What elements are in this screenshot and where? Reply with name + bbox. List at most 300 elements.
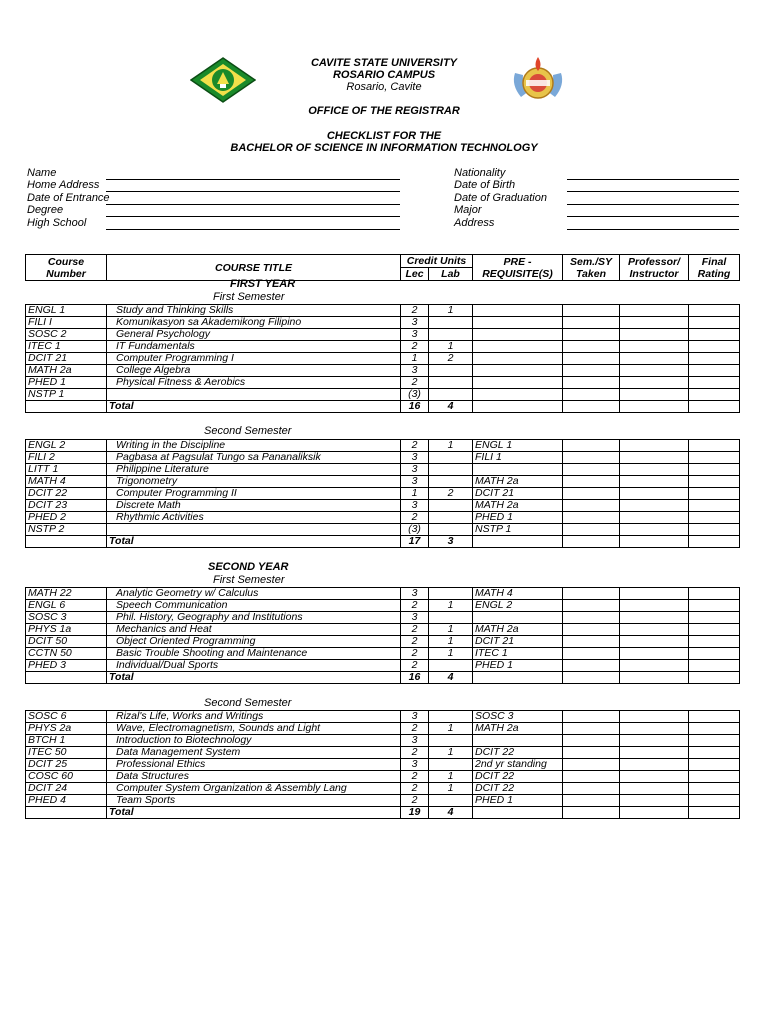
instructor-cell[interactable] <box>620 624 689 636</box>
degree-field[interactable] <box>106 216 400 217</box>
course-code-cell: PHYS 2a <box>26 723 107 735</box>
course-title-cell: Computer Programming II <box>107 488 401 500</box>
sem-taken-cell[interactable] <box>563 464 620 476</box>
instructor-cell[interactable] <box>620 771 689 783</box>
sem-taken-cell[interactable] <box>563 512 620 524</box>
prerequisite-cell: MATH 2a <box>473 500 563 512</box>
prerequisite-cell: FILI 1 <box>473 452 563 464</box>
final-rating-cell[interactable] <box>689 488 740 500</box>
date-of-graduation-field[interactable] <box>567 204 739 205</box>
table-row <box>26 636 740 648</box>
lec-units-cell: 2 <box>401 723 429 735</box>
final-rating-cell[interactable] <box>689 353 740 365</box>
table-row <box>26 440 740 452</box>
prerequisite-cell <box>473 329 563 341</box>
total-label-cell: Total <box>107 807 401 819</box>
sem-taken-cell[interactable] <box>563 612 620 624</box>
lec-units-cell: 3 <box>401 464 429 476</box>
course-code-cell: PHED 4 <box>26 795 107 807</box>
campus-name: ROSARIO CAMPUS <box>332 69 436 81</box>
final-rating-cell[interactable] <box>689 389 740 401</box>
final-rating-cell[interactable] <box>689 500 740 512</box>
first-year-title: FIRST YEAR <box>230 278 296 290</box>
prerequisite-header: PRE - REQUISITE(S) <box>473 255 563 281</box>
lab-units-cell: 1 <box>429 723 473 735</box>
lec-units-cell: 2 <box>401 771 429 783</box>
table-row <box>26 588 740 600</box>
course-code-cell: NSTP 1 <box>26 389 107 401</box>
final-rating-cell[interactable] <box>689 711 740 723</box>
table-row <box>26 512 740 524</box>
sem-taken-cell[interactable] <box>563 747 620 759</box>
semester-table <box>25 587 740 684</box>
sem-taken-cell[interactable] <box>563 317 620 329</box>
total-empty-cell <box>473 401 563 413</box>
final-rating-cell[interactable] <box>689 759 740 771</box>
sem-taken-cell[interactable] <box>563 636 620 648</box>
total-empty-cell <box>563 536 620 548</box>
course-title-header: COURSE TITLE <box>107 255 401 281</box>
sem-taken-cell[interactable] <box>563 329 620 341</box>
lab-units-cell: 1 <box>429 341 473 353</box>
table-row <box>26 624 740 636</box>
lab-units-cell <box>429 452 473 464</box>
lec-units-cell: 1 <box>401 353 429 365</box>
total-empty-cell <box>689 536 740 548</box>
table-row <box>26 500 740 512</box>
total-empty-cell <box>689 807 740 819</box>
total-empty-cell <box>689 672 740 684</box>
lab-units-cell: 2 <box>429 488 473 500</box>
lab-units-cell <box>429 588 473 600</box>
lab-units-cell: 2 <box>429 353 473 365</box>
table-row <box>26 341 740 353</box>
table-row <box>26 524 740 536</box>
total-empty-cell <box>689 401 740 413</box>
course-title-cell: Discrete Math <box>107 500 401 512</box>
instructor-cell[interactable] <box>620 512 689 524</box>
final-rating-cell[interactable] <box>689 636 740 648</box>
final-rating-cell[interactable] <box>689 341 740 353</box>
prerequisite-cell: ENGL 2 <box>473 600 563 612</box>
course-title-cell: Professional Ethics <box>107 759 401 771</box>
final-rating-cell[interactable] <box>689 588 740 600</box>
sem-taken-cell[interactable] <box>563 648 620 660</box>
lab-units-cell <box>429 329 473 341</box>
lab-units-cell <box>429 317 473 329</box>
table-row <box>26 660 740 672</box>
instructor-cell[interactable] <box>620 735 689 747</box>
instructor-cell[interactable] <box>620 660 689 672</box>
course-title-cell: Study and Thinking Skills <box>107 305 401 317</box>
lec-units-cell: 2 <box>401 377 429 389</box>
sem-taken-cell[interactable] <box>563 524 620 536</box>
instructor-cell[interactable] <box>620 305 689 317</box>
instructor-cell[interactable] <box>620 723 689 735</box>
sem-taken-cell[interactable] <box>563 771 620 783</box>
lab-units-cell <box>429 365 473 377</box>
course-title-cell: Data Structures <box>107 771 401 783</box>
name-field[interactable] <box>106 179 400 180</box>
lab-units-cell <box>429 464 473 476</box>
course-title-cell: Individual/Dual Sports <box>107 660 401 672</box>
total-spacer-cell <box>26 672 107 684</box>
prerequisite-cell: PHED 1 <box>473 660 563 672</box>
lec-units-cell: 3 <box>401 317 429 329</box>
table-row <box>26 464 740 476</box>
instructor-cell[interactable] <box>620 452 689 464</box>
instructor-cell[interactable] <box>620 341 689 353</box>
final-rating-cell[interactable] <box>689 723 740 735</box>
course-code-cell: ENGL 1 <box>26 305 107 317</box>
course-code-cell: NSTP 2 <box>26 524 107 536</box>
table-row <box>26 747 740 759</box>
lab-units-cell <box>429 500 473 512</box>
total-empty-cell <box>620 672 689 684</box>
instructor-cell[interactable] <box>620 759 689 771</box>
total-lec-cell: 16 <box>401 401 429 413</box>
address-field[interactable] <box>567 229 739 230</box>
course-code-cell: MATH 22 <box>26 588 107 600</box>
total-empty-cell <box>473 672 563 684</box>
prerequisite-cell: SOSC 3 <box>473 711 563 723</box>
course-code-cell: DCIT 23 <box>26 500 107 512</box>
final-rating-cell[interactable] <box>689 464 740 476</box>
lab-units-cell <box>429 660 473 672</box>
lec-units-cell: 3 <box>401 759 429 771</box>
table-row <box>26 783 740 795</box>
course-title-cell: Komunikasyon sa Akademikong Filipino <box>107 317 401 329</box>
course-code-cell: SOSC 3 <box>26 612 107 624</box>
semester-table <box>25 439 740 548</box>
course-code-cell: ITEC 50 <box>26 747 107 759</box>
total-empty-cell <box>620 807 689 819</box>
course-code-cell: DCIT 22 <box>26 488 107 500</box>
course-code-cell: FILI I <box>26 317 107 329</box>
lec-units-cell: 2 <box>401 305 429 317</box>
lab-units-cell <box>429 759 473 771</box>
course-code-cell: PHED 3 <box>26 660 107 672</box>
course-title-cell: Speech Communication <box>107 600 401 612</box>
instructor-cell[interactable] <box>620 329 689 341</box>
lab-units-cell <box>429 377 473 389</box>
total-spacer-cell <box>26 401 107 413</box>
sem-taken-cell[interactable] <box>563 735 620 747</box>
table-row <box>26 365 740 377</box>
prerequisite-cell <box>473 365 563 377</box>
course-title-cell: Data Management System <box>107 747 401 759</box>
lec-units-cell: 2 <box>401 660 429 672</box>
lec-units-cell: 2 <box>401 341 429 353</box>
lab-units-cell <box>429 711 473 723</box>
total-row <box>26 401 740 413</box>
total-empty-cell <box>620 536 689 548</box>
course-title-cell: Mechanics and Heat <box>107 624 401 636</box>
second-year-sem1-label: First Semester <box>213 574 285 586</box>
course-title-cell: Basic Trouble Shooting and Maintenance <box>107 648 401 660</box>
final-rating-header: Final Rating <box>689 255 740 281</box>
home-address-field[interactable] <box>106 191 400 192</box>
instructor-cell[interactable] <box>620 636 689 648</box>
instructor-cell[interactable] <box>620 389 689 401</box>
lec-units-cell: 3 <box>401 476 429 488</box>
instructor-cell[interactable] <box>620 440 689 452</box>
course-title-cell: Trigonometry <box>107 476 401 488</box>
instructor-cell[interactable] <box>620 747 689 759</box>
total-label-cell: Total <box>107 401 401 413</box>
total-lec-cell: 17 <box>401 536 429 548</box>
final-rating-cell[interactable] <box>689 305 740 317</box>
prerequisite-cell <box>473 735 563 747</box>
final-rating-cell[interactable] <box>689 512 740 524</box>
final-rating-cell[interactable] <box>689 377 740 389</box>
final-rating-cell[interactable] <box>689 660 740 672</box>
table-row <box>26 476 740 488</box>
final-rating-cell[interactable] <box>689 612 740 624</box>
table-row <box>26 329 740 341</box>
final-rating-cell[interactable] <box>689 600 740 612</box>
sem-taken-cell[interactable] <box>563 377 620 389</box>
prerequisite-cell <box>473 612 563 624</box>
sem-taken-cell[interactable] <box>563 365 620 377</box>
course-title-cell: Object Oriented Programming <box>107 636 401 648</box>
second-year-title: SECOND YEAR <box>208 561 289 573</box>
table-row <box>26 612 740 624</box>
prerequisite-cell <box>473 389 563 401</box>
course-code-cell: COSC 60 <box>26 771 107 783</box>
course-title-cell: Introduction to Biotechnology <box>107 735 401 747</box>
total-lab-cell: 4 <box>429 401 473 413</box>
sem-taken-cell[interactable] <box>563 353 620 365</box>
checklist-title: CHECKLIST FOR THE <box>326 130 442 142</box>
lab-units-cell: 1 <box>429 636 473 648</box>
prerequisite-cell <box>473 353 563 365</box>
course-title-cell: Analytic Geometry w/ Calculus <box>107 588 401 600</box>
major-label: Major <box>454 204 482 216</box>
sem-taken-cell[interactable] <box>563 759 620 771</box>
lab-units-cell: 1 <box>429 305 473 317</box>
program-title: BACHELOR OF SCIENCE IN INFORMATION TECHNOLOGY <box>230 142 538 154</box>
prerequisite-cell <box>473 377 563 389</box>
final-rating-cell[interactable] <box>689 365 740 377</box>
lab-header: Lab <box>429 268 473 281</box>
nationality-field[interactable] <box>567 179 739 180</box>
sem-taken-cell[interactable] <box>563 711 620 723</box>
total-row <box>26 807 740 819</box>
instructor-cell[interactable] <box>620 600 689 612</box>
sem-taken-cell[interactable] <box>563 389 620 401</box>
sem-taken-cell[interactable] <box>563 500 620 512</box>
course-title-cell: General Psychology <box>107 329 401 341</box>
final-rating-cell[interactable] <box>689 735 740 747</box>
course-code-cell: PHYS 1a <box>26 624 107 636</box>
lec-units-cell: 2 <box>401 512 429 524</box>
table-row <box>26 305 740 317</box>
lec-units-cell: 2 <box>401 747 429 759</box>
sem-taken-cell[interactable] <box>563 795 620 807</box>
sem-taken-header: Sem./SY Taken <box>563 255 620 281</box>
final-rating-cell[interactable] <box>689 329 740 341</box>
instructor-cell[interactable] <box>620 500 689 512</box>
degree-label: Degree <box>27 204 64 216</box>
total-empty-cell <box>563 401 620 413</box>
prerequisite-cell <box>473 464 563 476</box>
first-year-sem2-label: Second Semester <box>204 425 292 437</box>
instructor-cell[interactable] <box>620 476 689 488</box>
lec-units-cell: 3 <box>401 452 429 464</box>
final-rating-cell[interactable] <box>689 795 740 807</box>
table-row <box>26 648 740 660</box>
instructor-cell[interactable] <box>620 648 689 660</box>
high-school-field[interactable] <box>106 229 400 230</box>
course-code-cell: SOSC 6 <box>26 711 107 723</box>
lec-units-cell: 2 <box>401 648 429 660</box>
course-title-cell: Writing in the Discipline <box>107 440 401 452</box>
instructor-cell[interactable] <box>620 783 689 795</box>
lec-units-cell: 2 <box>401 624 429 636</box>
sem-taken-cell[interactable] <box>563 588 620 600</box>
total-spacer-cell <box>26 536 107 548</box>
total-lab-cell: 3 <box>429 536 473 548</box>
table-row <box>26 452 740 464</box>
course-code-cell: DCIT 25 <box>26 759 107 771</box>
total-spacer-cell <box>26 807 107 819</box>
prerequisite-cell: 2nd yr standing <box>473 759 563 771</box>
lec-units-cell: 2 <box>401 783 429 795</box>
instructor-cell[interactable] <box>620 317 689 329</box>
final-rating-cell[interactable] <box>689 440 740 452</box>
table-row <box>26 353 740 365</box>
course-title-cell: IT Fundamentals <box>107 341 401 353</box>
credit-units-header: Credit Units <box>401 255 473 268</box>
instructor-cell[interactable] <box>620 588 689 600</box>
total-empty-cell <box>473 807 563 819</box>
date-of-birth-field[interactable] <box>567 191 739 192</box>
major-field[interactable] <box>567 216 739 217</box>
total-lab-cell: 4 <box>429 672 473 684</box>
total-lab-cell: 4 <box>429 807 473 819</box>
lab-units-cell: 1 <box>429 440 473 452</box>
instructor-cell[interactable] <box>620 795 689 807</box>
sem-taken-cell[interactable] <box>563 660 620 672</box>
total-lec-cell: 16 <box>401 672 429 684</box>
instructor-cell[interactable] <box>620 711 689 723</box>
instructor-cell[interactable] <box>620 377 689 389</box>
lec-units-cell: 3 <box>401 612 429 624</box>
lec-units-cell: 3 <box>401 711 429 723</box>
campus-location: Rosario, Cavite <box>346 81 422 93</box>
home-address-label: Home Address <box>27 179 100 191</box>
lec-units-cell: 2 <box>401 636 429 648</box>
total-empty-cell <box>473 536 563 548</box>
sem-taken-cell[interactable] <box>563 488 620 500</box>
total-label-cell: Total <box>107 672 401 684</box>
course-title-cell: Rhythmic Activities <box>107 512 401 524</box>
lec-units-cell: 3 <box>401 500 429 512</box>
total-empty-cell <box>563 672 620 684</box>
lab-units-cell: 1 <box>429 747 473 759</box>
instructor-cell[interactable] <box>620 365 689 377</box>
course-code-cell: DCIT 21 <box>26 353 107 365</box>
prerequisite-cell: DCIT 22 <box>473 783 563 795</box>
first-year-sem1-label: First Semester <box>213 291 285 303</box>
course-code-cell: FILI 2 <box>26 452 107 464</box>
course-code-cell: SOSC 2 <box>26 329 107 341</box>
sem-taken-cell[interactable] <box>563 305 620 317</box>
course-title-cell: Rizal's Life, Works and Writings <box>107 711 401 723</box>
prerequisite-cell: DCIT 22 <box>473 771 563 783</box>
date-of-graduation-label: Date of Graduation <box>454 192 547 204</box>
lab-units-cell: 1 <box>429 648 473 660</box>
instructor-cell[interactable] <box>620 524 689 536</box>
final-rating-cell[interactable] <box>689 317 740 329</box>
table-row <box>26 488 740 500</box>
final-rating-cell[interactable] <box>689 648 740 660</box>
sem-taken-cell[interactable] <box>563 783 620 795</box>
professor-header: Professor/ Instructor <box>620 255 689 281</box>
prerequisite-cell <box>473 305 563 317</box>
table-row <box>26 723 740 735</box>
total-empty-cell <box>620 401 689 413</box>
sem-taken-cell[interactable] <box>563 440 620 452</box>
semester-table <box>25 710 740 819</box>
final-rating-cell[interactable] <box>689 452 740 464</box>
instructor-cell[interactable] <box>620 612 689 624</box>
lab-units-cell <box>429 389 473 401</box>
course-title-cell: Phil. History, Geography and Institutions <box>107 612 401 624</box>
final-rating-cell[interactable] <box>689 476 740 488</box>
final-rating-cell[interactable] <box>689 624 740 636</box>
checklist-table-header <box>25 254 740 281</box>
lec-units-cell: 2 <box>401 600 429 612</box>
sem-taken-cell[interactable] <box>563 341 620 353</box>
course-title-cell: Computer Programming I <box>107 353 401 365</box>
table-row <box>26 795 740 807</box>
sem-taken-cell[interactable] <box>563 476 620 488</box>
final-rating-cell[interactable] <box>689 524 740 536</box>
prerequisite-cell <box>473 317 563 329</box>
instructor-cell[interactable] <box>620 488 689 500</box>
lec-units-cell: 2 <box>401 440 429 452</box>
course-code-cell: ENGL 2 <box>26 440 107 452</box>
prerequisite-cell: DCIT 21 <box>473 488 563 500</box>
sem-taken-cell[interactable] <box>563 452 620 464</box>
course-title-cell: Physical Fitness & Aerobics <box>107 377 401 389</box>
final-rating-cell[interactable] <box>689 747 740 759</box>
course-code-cell: MATH 4 <box>26 476 107 488</box>
final-rating-cell[interactable] <box>689 771 740 783</box>
course-number-header: Course Number <box>26 255 107 281</box>
instructor-cell[interactable] <box>620 353 689 365</box>
course-code-cell: DCIT 24 <box>26 783 107 795</box>
lab-units-cell: 1 <box>429 624 473 636</box>
sem-taken-cell[interactable] <box>563 600 620 612</box>
final-rating-cell[interactable] <box>689 783 740 795</box>
table-row <box>26 711 740 723</box>
table-row <box>26 317 740 329</box>
instructor-cell[interactable] <box>620 464 689 476</box>
sem-taken-cell[interactable] <box>563 624 620 636</box>
date-of-entrance-field[interactable] <box>106 204 400 205</box>
course-title-cell: Philippine Literature <box>107 464 401 476</box>
course-title-cell: Team Sports <box>107 795 401 807</box>
prerequisite-cell: ITEC 1 <box>473 648 563 660</box>
date-of-birth-label: Date of Birth <box>454 179 516 191</box>
sem-taken-cell[interactable] <box>563 723 620 735</box>
prerequisite-cell: NSTP 1 <box>473 524 563 536</box>
lec-units-cell: 3 <box>401 365 429 377</box>
total-label-cell: Total <box>107 536 401 548</box>
